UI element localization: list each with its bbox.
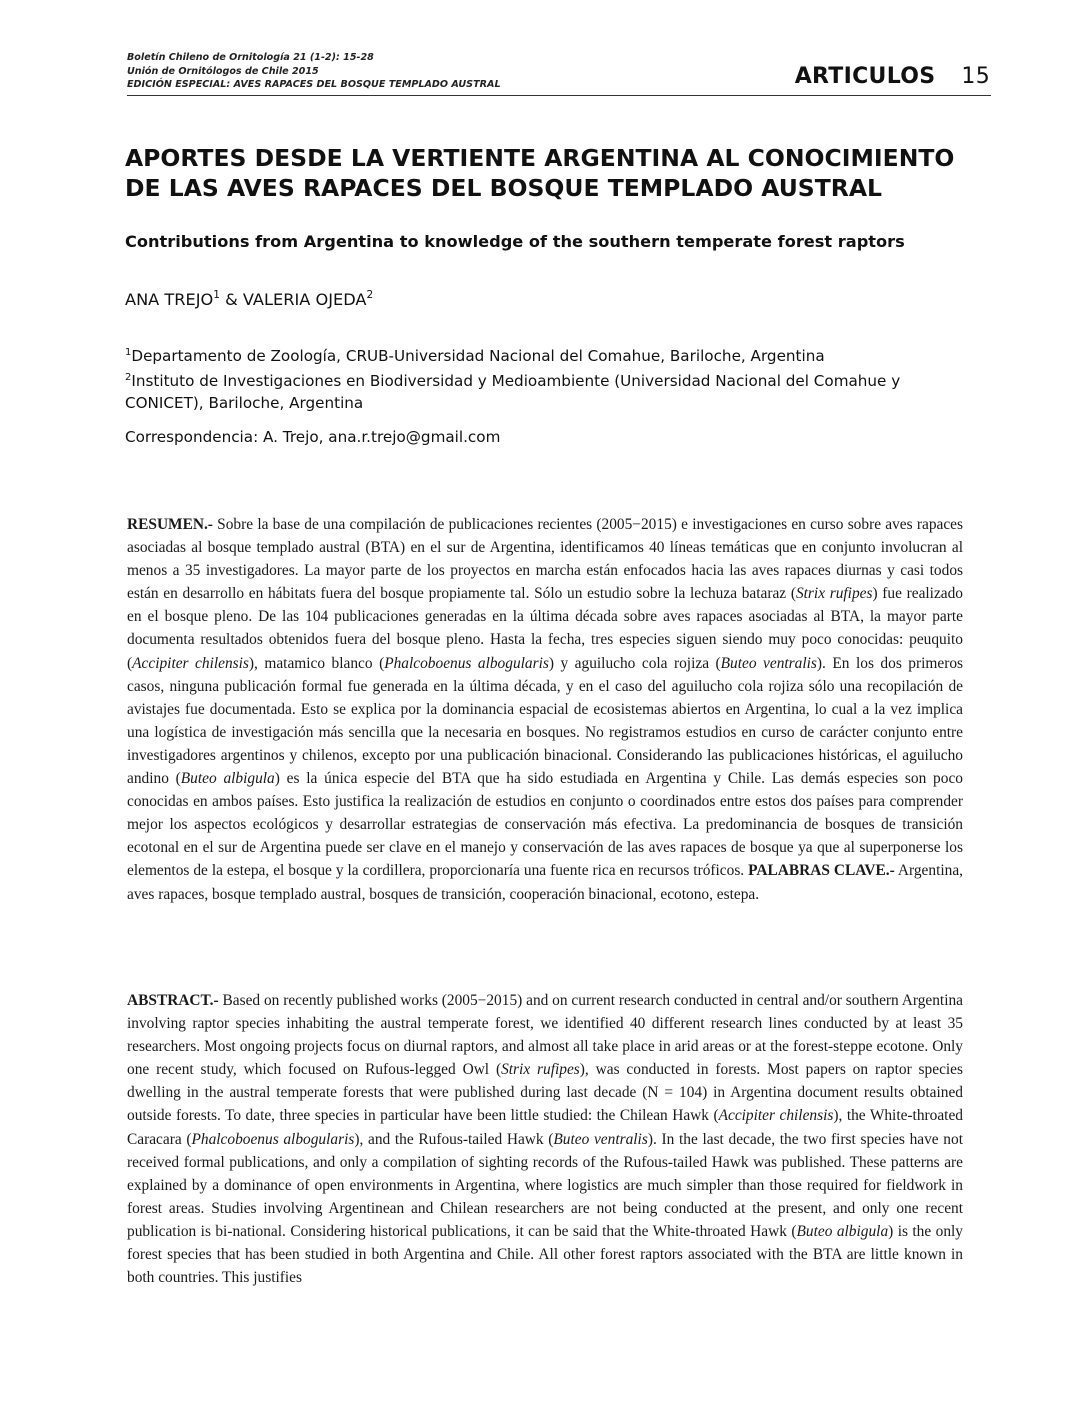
journal-publisher: Unión de Ornitólogos de Chile 2015 — [127, 65, 319, 77]
affiliations — [125, 342, 965, 414]
affil-text: Departamento de Zoología, CRUB-Universidad Nacional del Comahue, Bariloche, Argentina — [131, 347, 825, 365]
species-name: Phalcoboenus albogularis — [384, 654, 549, 672]
article-title: APORTES DESDE LA VERTIENTE ARGENTINA AL CONOCIMIENTO DE LAS AVES RAPACES DEL BOSQUE TEMPLADO AUSTRAL — [125, 144, 955, 202]
body-text: Sobre la base de una compilación de publicaciones recientes (2005−2015) e investigaciones en curso sobre aves rapaces asociadas al bosque templado austral (BTA) en el sur de Argentina, identificamos 40 líneas temáticas que en conjunto involucran al menos a 35 investigadores. La mayor parte de los proyectos en marcha están enfocados hacia las aves rapaces diurnas y casi todos están en desarrollo en hábitats fuera del bosque propiamente tal. Sólo un estudio sobre la lechuza bataraz ( — [127, 516, 963, 603]
article-subtitle: Contributions from Argentina to knowledge of the southern temperate forest raptors — [125, 232, 905, 251]
affiliation-2 — [125, 367, 965, 414]
author-separator: & — [219, 290, 243, 309]
affil-text: Instituto de Investigaciones en Biodiversidad y Medioambiente (Universidad Nacional del Comahue y CONICET), Bariloche, Argentina — [125, 372, 901, 412]
author-list — [125, 289, 373, 309]
resumen-paragraph — [127, 513, 963, 906]
author-affil-mark: 1 — [213, 289, 220, 301]
species-name: Strix rufipes — [501, 1061, 580, 1079]
species-name: Buteo ventralis — [553, 1130, 648, 1148]
species-name: Buteo albigula — [796, 1222, 889, 1240]
species-name: Accipiter chilensis — [132, 654, 249, 672]
affiliation-1 — [125, 342, 965, 367]
resumen-label: RESUMEN.- — [127, 516, 213, 533]
author-name: VALERIA OJEDA — [242, 290, 367, 309]
species-name: Strix rufipes — [795, 585, 873, 603]
journal-special-edition: EDICIÓN ESPECIAL: AVES RAPACES DEL BOSQUE TEMPLADO AUSTRAL — [127, 79, 501, 90]
body-text: Based on recently published works (2005−2015) and on current research conducted in central and/or southern Argentina involving raptor species inhabiting the austral temperate forest, we identified 40 different research lines conducted by at least 35 researchers. Most ongoing projects focus on diurnal raptors, and almost all take place in arid areas or at the forest-steppe ecotone. Only one recent study, which focused on Rufous-legged Owl ( — [127, 992, 964, 1079]
affil-mark: 1 — [125, 347, 132, 358]
body-text: ), the White-throated Caracara ( — [127, 1107, 963, 1148]
species-name: Accipiter chilensis — [718, 1107, 834, 1125]
header-divider — [127, 95, 991, 96]
section-label: ARTICULOS — [794, 64, 936, 89]
author-name: ANA TREJO — [125, 290, 214, 309]
journal-header — [127, 51, 501, 92]
body-text: ), was conducted in forests. Most papers on raptor species dwelling in the austral temperate forests that were published during last decade (N = 104) in Argentina document results obtained outside forests. To date, three species in particular have been little studied: the Chilean Hawk ( — [127, 1061, 964, 1125]
section-header — [795, 64, 990, 89]
body-text: ). In the last decade, the two first species have not received formal publications, and only a compilation of sighting records of the Rufous-tailed Hawk was published. These patterns are explained by a dominance of open environments in Argentina, where logistics are much simpler than those required for fieldwork in forest areas. Studies involving Argentinean and Chilean researchers are not being conducted at the present, and only one recent publication is bi-national. Considering historical publications, it can be said that the White-throated Hawk ( — [127, 1130, 963, 1240]
body-text: ), matamico blanco ( — [248, 654, 385, 672]
page-number: 15 — [961, 64, 990, 89]
keywords-label: PALABRAS CLAVE.- — [748, 862, 895, 880]
species-name: Buteo ventralis — [720, 654, 817, 672]
body-text: ) is the only forest species that has been studied in both Argentina and Chile. All other forest raptors associated with the BTA are little known in both countries. This justifies — [127, 1222, 963, 1287]
body-text: ) es la única especie del BTA que ha sido estudiada en Argentina y Chile. Las demás especies son poco conocidas en ambos países. Esto justifica la realización de estudios en conjunto o coordinados entre estos dos países para comprender mejor los aspectos ecológicos y desarrollar estrategias de conservación más efectiva. La predominancia de bosques de transición ecotonal en el sur de Argentina puede ser clave en el manejo y conservación de las aves rapaces de bosque ya que al superponerse los elementos de la estepa, el bosque y la cordillera, proporcionaría una fuente rica en recursos tróficos. — [127, 770, 963, 880]
correspondence: Correspondencia: A. Trejo, ana.r.trejo@gmail.com — [125, 428, 501, 446]
abstract-paragraph — [127, 989, 963, 1289]
species-name: Phalcoboenus albogularis — [191, 1130, 355, 1148]
body-text: ) y aguilucho cola rojiza ( — [548, 654, 721, 672]
author-affil-mark: 2 — [366, 289, 374, 301]
body-text: ), and the Rufous-tailed Hawk ( — [354, 1130, 554, 1148]
affil-mark: 2 — [125, 372, 132, 383]
body-text: ) fue realizado en el bosque pleno. De las 104 publicaciones generadas en la última década sobre aves rapaces asociadas al BTA, la mayor parte documenta resultados obtenidos fuera del bosque pleno. Hasta la fecha, tres especies siguen siendo muy poco conocidas: peuquito ( — [127, 585, 964, 672]
abstract-label: ABSTRACT.- — [127, 992, 219, 1009]
journal-citation: Boletín Chileno de Ornitología 21 (1-2): 15-28 — [127, 52, 374, 63]
species-name: Buteo albigula — [180, 770, 275, 788]
keywords-text: Argentina, aves rapaces, bosque templado austral, bosques de transición, cooperación binacional, ecotono, estepa. — [127, 862, 963, 903]
body-text: ). En los dos primeros casos, ninguna publicación formal fue generada en la última década, y en el caso del aguilucho cola rojiza sólo una recopilación de avistajes fue documentada. Esto se explica por la dominancia espacial de ecosistemas abiertos en Argentina, lo cual a la vez implica una logística de investigación más sencilla que la necesaria en bosques. No registramos estudios en curso de carácter conjunto entre investigadores argentinos y chilenos, excepto por una publicación binacional. Considerando las publicaciones históricas, el aguilucho andino ( — [127, 654, 964, 788]
